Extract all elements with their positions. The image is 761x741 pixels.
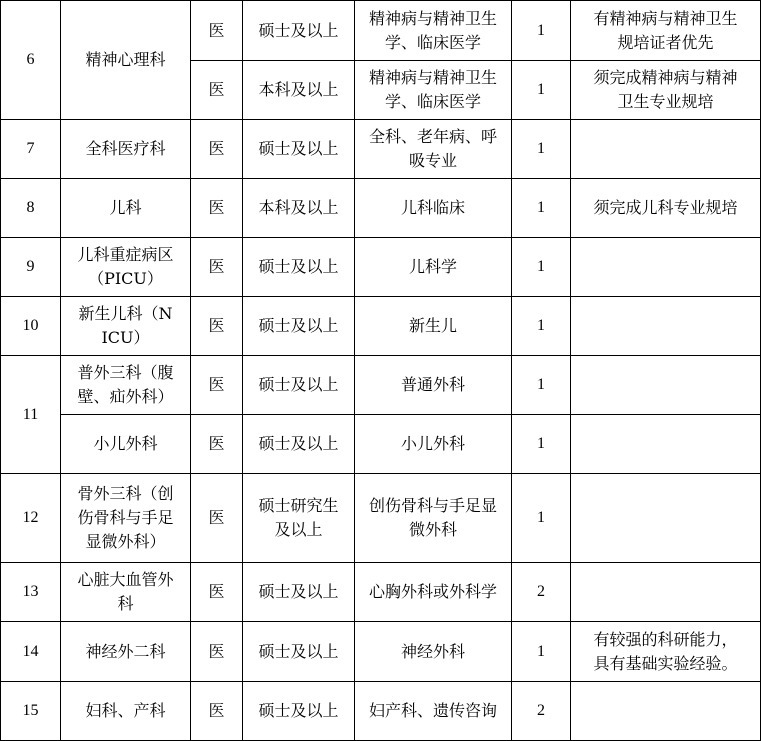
count-cell — [512, 474, 570, 562]
dept-cell — [61, 179, 190, 237]
count-cell — [512, 120, 570, 178]
dept-cell — [61, 1, 190, 119]
edu-cell — [243, 474, 354, 562]
dept-text: 儿科重症病区 （PICU） — [77, 245, 174, 288]
dept-text: 精神心理科 — [85, 50, 166, 69]
major-cell — [355, 356, 511, 414]
count-cell — [512, 1, 570, 60]
type-text: 医 — [208, 198, 225, 217]
major-text: 儿科学 — [408, 257, 457, 276]
seq-cell — [1, 622, 60, 681]
edu-text: 硕士及以上 — [258, 20, 339, 40]
seq-text: 13 — [22, 583, 39, 600]
seq-cell — [1, 297, 60, 355]
note-cell — [571, 682, 760, 740]
major-cell — [355, 1, 511, 60]
seq-cell — [1, 238, 60, 296]
dept-cell — [61, 622, 190, 681]
edu-text: 硕士及以上 — [258, 139, 339, 158]
major-text: 全科、老年病、呼 吸专业 — [368, 127, 497, 170]
note-cell — [571, 179, 760, 237]
edu-text: 硕士及以上 — [258, 375, 339, 394]
major-cell — [355, 622, 511, 681]
edu-cell — [243, 179, 354, 237]
note-text: 有较强的科研能力， 具有基础实验经验。 — [593, 629, 738, 673]
type-text: 医 — [208, 701, 225, 720]
count-cell — [512, 356, 570, 414]
note-text: 须完成精神病与精神 卫生专业规培 — [593, 68, 738, 111]
count-text: 1 — [537, 376, 545, 393]
major-text: 小儿外科 — [400, 434, 465, 453]
count-cell — [512, 179, 570, 237]
note-cell — [571, 238, 760, 296]
seq-cell — [1, 1, 60, 119]
type-text: 医 — [208, 434, 225, 453]
major-text: 心胸外科或外科学 — [368, 582, 497, 601]
count-cell — [512, 61, 570, 119]
edu-text: 本科及以上 — [258, 80, 339, 99]
dept-cell — [61, 238, 190, 296]
major-text: 妇产科、遗传咨询 — [368, 701, 497, 720]
type-cell — [191, 682, 242, 740]
major-text: 精神病与精神卫生 学、临床医学 — [368, 8, 497, 52]
major-cell — [355, 563, 511, 621]
edu-cell — [243, 622, 354, 681]
count-cell — [512, 563, 570, 621]
major-cell — [355, 297, 511, 355]
count-text: 1 — [537, 81, 545, 98]
type-text: 医 — [208, 375, 225, 394]
dept-cell — [61, 563, 190, 621]
seq-text: 15 — [22, 702, 39, 719]
type-text: 医 — [208, 641, 225, 661]
seq-text: 7 — [26, 140, 35, 157]
edu-text: 硕士及以上 — [258, 582, 339, 601]
count-text: 1 — [537, 642, 545, 660]
dept-cell — [61, 474, 190, 562]
dept-text: 神经外二科 — [85, 641, 166, 661]
seq-cell — [1, 179, 60, 237]
major-cell — [355, 179, 511, 237]
note-cell — [571, 415, 760, 473]
count-text: 1 — [537, 199, 545, 216]
type-cell — [191, 179, 242, 237]
count-text: 2 — [537, 702, 545, 719]
major-text: 创伤骨科与手足显 微外科 — [368, 496, 497, 539]
dept-text: 妇科、产科 — [85, 701, 166, 720]
dept-text: 全科医疗科 — [85, 139, 166, 158]
dept-cell — [61, 682, 190, 740]
dept-cell — [61, 120, 190, 178]
edu-cell — [243, 356, 354, 414]
seq-text: 9 — [26, 258, 35, 275]
major-text: 神经外科 — [400, 641, 465, 661]
dept-text: 骨外三科（创 伤骨科与手足 显微外科） — [77, 484, 174, 551]
edu-cell — [243, 415, 354, 473]
major-text: 新生儿 — [408, 316, 457, 335]
seq-cell — [1, 563, 60, 621]
edu-cell — [243, 563, 354, 621]
type-cell — [191, 1, 242, 60]
seq-text: 10 — [22, 317, 39, 334]
dept-cell — [61, 415, 190, 473]
type-cell — [191, 415, 242, 473]
type-cell — [191, 474, 242, 562]
type-cell — [191, 61, 242, 119]
type-text: 医 — [208, 139, 225, 158]
type-text: 医 — [208, 257, 225, 276]
edu-cell — [243, 1, 354, 60]
count-cell — [512, 622, 570, 681]
note-cell — [571, 297, 760, 355]
seq-text: 11 — [22, 405, 39, 423]
type-cell — [191, 622, 242, 681]
note-cell — [571, 1, 760, 60]
count-cell — [512, 682, 570, 740]
dept-text: 小儿外科 — [93, 434, 158, 453]
note-cell — [571, 622, 760, 681]
count-cell — [512, 297, 570, 355]
edu-cell — [243, 238, 354, 296]
type-text: 医 — [208, 582, 225, 601]
major-cell — [355, 682, 511, 740]
seq-cell — [1, 356, 60, 473]
edu-cell — [243, 120, 354, 178]
count-text: 1 — [537, 140, 545, 157]
type-text: 医 — [208, 20, 225, 40]
type-text: 医 — [208, 80, 225, 99]
major-cell — [355, 61, 511, 119]
edu-text: 硕士及以上 — [258, 641, 339, 661]
major-cell — [355, 120, 511, 178]
edu-cell — [243, 682, 354, 740]
edu-cell — [243, 61, 354, 119]
dept-text: 新生儿科（N ICU） — [78, 304, 173, 347]
note-text: 有精神病与精神卫生 规培证者优先 — [593, 8, 738, 52]
edu-text: 硕士研究生 及以上 — [258, 496, 339, 539]
major-cell — [355, 415, 511, 473]
edu-cell — [243, 297, 354, 355]
dept-text: 普外三科（腹 壁、疝外科） — [77, 363, 174, 406]
count-text: 2 — [537, 583, 545, 600]
type-cell — [191, 120, 242, 178]
note-cell — [571, 120, 760, 178]
type-cell — [191, 563, 242, 621]
count-text: 1 — [537, 21, 545, 39]
edu-text: 硕士及以上 — [258, 434, 339, 453]
dept-text: 儿科 — [109, 198, 142, 217]
seq-cell — [1, 682, 60, 740]
type-cell — [191, 297, 242, 355]
major-cell — [355, 238, 511, 296]
count-text: 1 — [537, 509, 545, 526]
major-text: 精神病与精神卫生 学、临床医学 — [368, 68, 497, 111]
count-text: 1 — [537, 258, 545, 275]
edu-text: 硕士及以上 — [258, 257, 339, 276]
edu-text: 本科及以上 — [258, 198, 339, 217]
major-text: 儿科临床 — [400, 198, 465, 217]
note-cell — [571, 356, 760, 414]
edu-text: 硕士及以上 — [258, 701, 339, 720]
note-cell — [571, 474, 760, 562]
seq-text: 6 — [26, 51, 35, 68]
count-cell — [512, 415, 570, 473]
type-text: 医 — [208, 316, 225, 335]
seq-text: 14 — [22, 642, 39, 660]
seq-text: 8 — [26, 199, 35, 216]
major-cell — [355, 474, 511, 562]
seq-cell — [1, 120, 60, 178]
dept-cell — [61, 297, 190, 355]
seq-cell — [1, 474, 60, 562]
major-text: 普通外科 — [400, 375, 465, 394]
count-text: 1 — [537, 317, 545, 334]
type-cell — [191, 238, 242, 296]
edu-text: 硕士及以上 — [258, 316, 339, 335]
type-text: 医 — [208, 508, 225, 527]
note-text: 须完成儿科专业规培 — [593, 198, 738, 217]
note-cell — [571, 61, 760, 119]
dept-text: 心脏大血管外 科 — [77, 570, 174, 613]
note-cell — [571, 563, 760, 621]
count-text: 1 — [537, 435, 545, 452]
seq-text: 12 — [22, 509, 39, 526]
count-cell — [512, 238, 570, 296]
dept-cell — [61, 356, 190, 414]
type-cell — [191, 356, 242, 414]
